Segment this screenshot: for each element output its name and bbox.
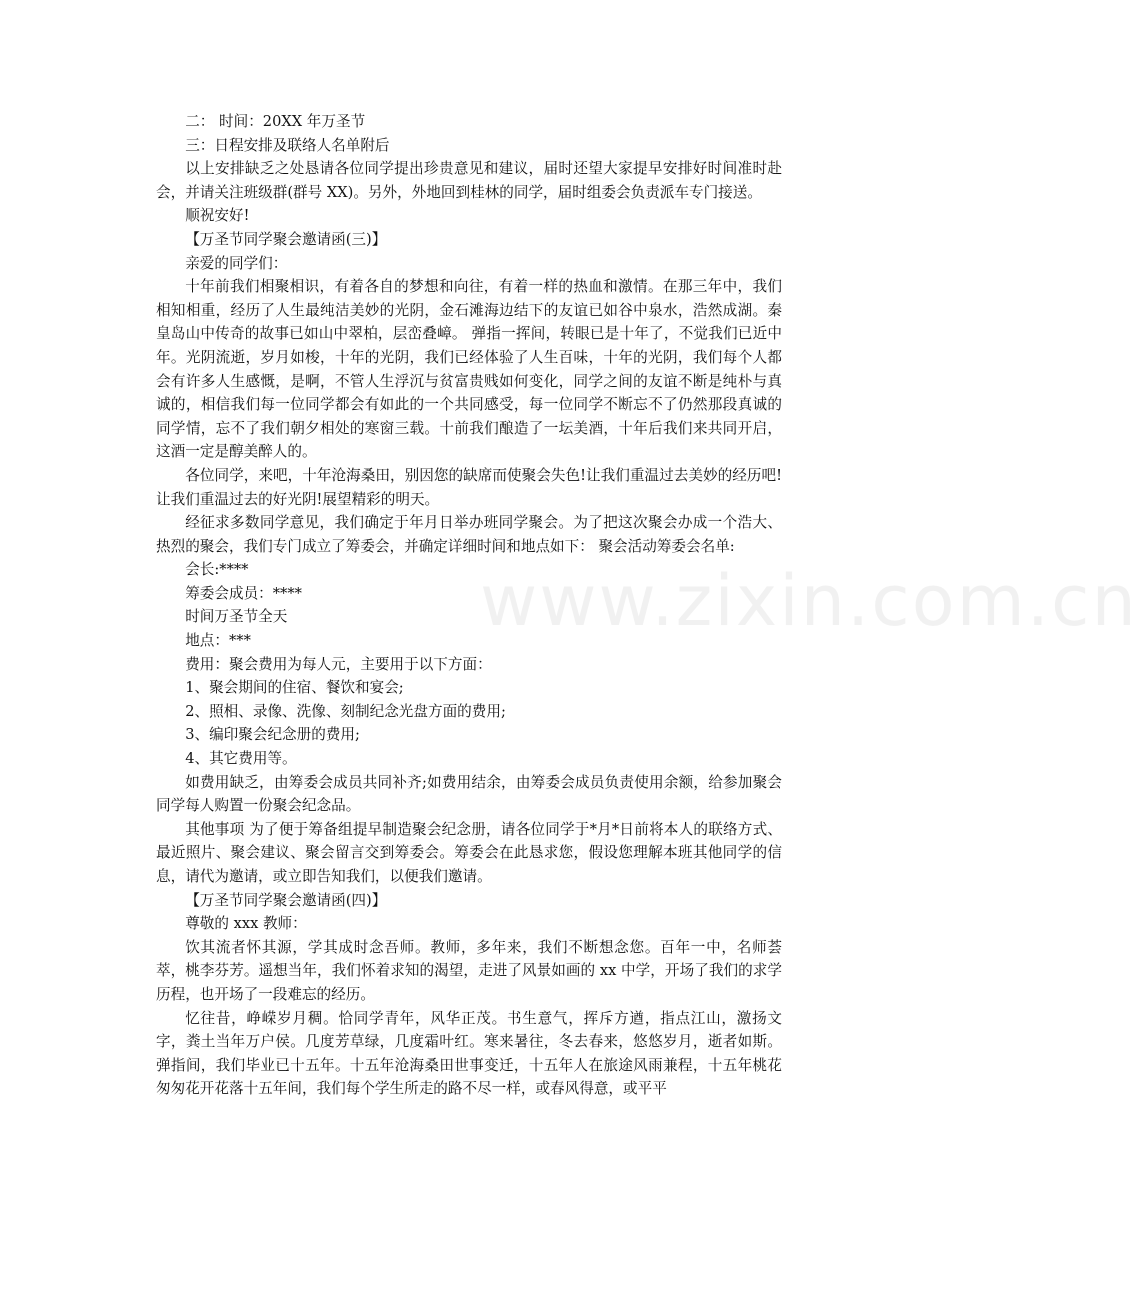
- paragraph: 忆往昔，峥嵘岁月稠。恰同学青年，风华正茂。书生意气，挥斥方遒，指点江山，激扬文字，粪土当年万户侯。几度芳草绿，几度霜叶红。寒来暑往，冬去春来，悠悠岁月，逝者如斯。弹指间，我们毕业已十五年。十五年沧海桑田世事变迁，十五年人在旅途风雨兼程，十五年桃花匆匆花开花落十五年间，我们每个学生所走的路不尽一样，或春风得意，或平平: [156, 1009, 782, 1098]
- paragraph: 十年前我们相聚相识，有着各自的梦想和向往，有着一样的热血和激情。在那三年中，我们相知相重，经历了人生最纯洁美妙的光阴，金石滩海边结下的友谊已如谷中泉水，浩然成湖。秦皇岛山中传奇的故事已如山中翠柏，层峦叠嶂。 弹指一挥间，转眼已是十年了，不觉我们已近中年。光阴流逝，岁月如梭，十年的光阴，我们已经体验了人生百味，十年的光阴，我们每个人都会有许多人生感慨，是啊，不管人生浮沉与贫富贵贱如何变化，同学之间的友谊不断是纯朴与真诚的，相信我们每一位同学都会有如此的一个共同感受，每一位同学不断忘不了仍然那段真诚的同学情，忘不了我们朝夕相处的寒窗三载。十前我们酿造了一坛美酒，十年后我们来共同开启，这酒一定是醇美醉人的。: [156, 278, 782, 461]
- paragraph: 二： 时间：20XX 年万圣节: [185, 113, 366, 130]
- paragraph: 如费用缺乏，由筹委会成员共同补齐;如费用结余，由筹委会成员负责使用余额，给参加聚会同学每人购置一份聚会纪念品。: [156, 773, 782, 815]
- paragraph: 其他事项 为了便于筹备组提早制造聚会纪念册，请各位同学于*月*日前将本人的联络方式、最近照片、聚会建议、聚会留言交到筹委会。筹委会在此恳求您，假设您理解本班其他同学的信息，请代为邀请，或立即告知我们，以便我们邀请。: [156, 820, 782, 885]
- watermark: www.zixin.com.cn: [480, 560, 1138, 642]
- section-heading: 【万圣节同学聚会邀请函(四)】: [185, 891, 387, 909]
- paragraph: 经征求多数同学意见，我们确定于年月日举办班同学聚会。为了把这次聚会办成一个浩大、热烈的聚会，我们专门成立了筹委会，并确定详细时间和地点如下： 聚会活动筹委会名单:: [156, 514, 782, 555]
- list-item: 1、聚会期间的住宿、餐饮和宴会;: [185, 679, 404, 697]
- list-item: 4、其它费用等。: [185, 750, 297, 768]
- paragraph: 会长:****: [185, 561, 249, 579]
- paragraph: 亲爱的同学们：: [185, 254, 288, 272]
- paragraph: 筹委会成员：****: [185, 584, 302, 602]
- paragraph: 顺祝安好!: [185, 207, 250, 225]
- list-item: 2、照相、录像、洗像、刻制纪念光盘方面的费用;: [185, 702, 506, 720]
- paragraph: 各位同学，来吧，十年沧海桑田，别因您的缺席而使聚会失色!让我们重温过去美妙的经历吧!让我们重温过去的好光阴!展望精彩的明天。: [156, 466, 782, 508]
- paragraph: 三：日程安排及联络人名单附后: [185, 136, 390, 154]
- paragraph: 时间万圣节全天: [185, 608, 288, 626]
- list-item: 3、编印聚会纪念册的费用;: [185, 726, 360, 744]
- paragraph: 地点：***: [185, 632, 251, 650]
- section-heading: 【万圣节同学聚会邀请函(三)】: [185, 230, 387, 248]
- paragraph: 以上安排缺乏之处恳请各位同学提出珍贵意见和建议，届时还望大家提早安排好时间准时赴会，并请关注班级群(群号 XX)。另外，外地回到桂林的同学，届时组委会负责派车专门接送。: [156, 160, 782, 201]
- paragraph: 饮其流者怀其源，学其成时念吾师。教师，多年来，我们不断想念您。百年一中，名师荟萃，桃李芬芳。遥想当年，我们怀着求知的渴望，走进了风景如画的 xx 中学，开场了我们的求学历程，也开场了一段难忘的经历。: [156, 938, 782, 1003]
- paragraph: 费用：聚会费用为每人元，主要用于以下方面：: [185, 655, 492, 673]
- paragraph: 尊敬的 xxx 教师：: [185, 915, 307, 933]
